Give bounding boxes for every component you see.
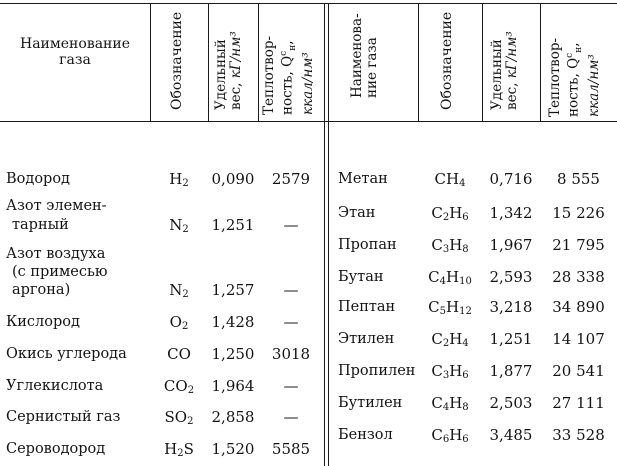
top-rule bbox=[0, 3, 617, 4]
gas-properties-table: Наименование газа Обозначение Удельный вес, кГ/нм³ Теплотвор- ность, $Q^c_н$, ккал/нм³ Наименова- ние газа Обозначение Удельный вес, кГ/нм³ Теплотвор- ность, $Q^c_н$, ккал/нм³ Водород $H_2$ 0,090 2579 Азот элемен- тарный $N_2$ 1,251 — Азот воздуха (с примесью аргона) $N_2$ 1,257 — Кислород $O_2$ 1,428 — Окись углерода CO 1,250 3018 Углекислота $CO_2$ 1,964 — Сернистый газ $SO_2$ 2,858 — Сероводород $H_2S$ 1,520 5585 Метан $CH_4$ 0,716 8 555 Этан $C_2H_6$ 1,342 15 226 Пропан $C_3H_8$ 1,967 21 795 Бутан $C_4H_{10}$ 2,593 28 338 Пептан $C_5H_{12}$ 3,218 34 890 Этилен $C_2H_4$ 1,251 14 107 Пропилен $C_3H_6$ 1,877 20 541 Бутилен $C_4H_8$ 2,503 27 111 Бензол $C_6H_6$ 3,485 33 528 bbox=[0, 0, 617, 466]
header-rule bbox=[0, 121, 617, 122]
column-divider bbox=[208, 3, 209, 121]
column-divider bbox=[418, 3, 419, 121]
header-gas-name: Наименование газа bbox=[20, 36, 130, 68]
column-divider bbox=[258, 3, 259, 121]
column-divider bbox=[540, 3, 541, 121]
column-divider bbox=[482, 3, 483, 121]
center-divider bbox=[328, 3, 329, 466]
center-divider bbox=[324, 3, 325, 466]
column-divider bbox=[150, 3, 151, 121]
